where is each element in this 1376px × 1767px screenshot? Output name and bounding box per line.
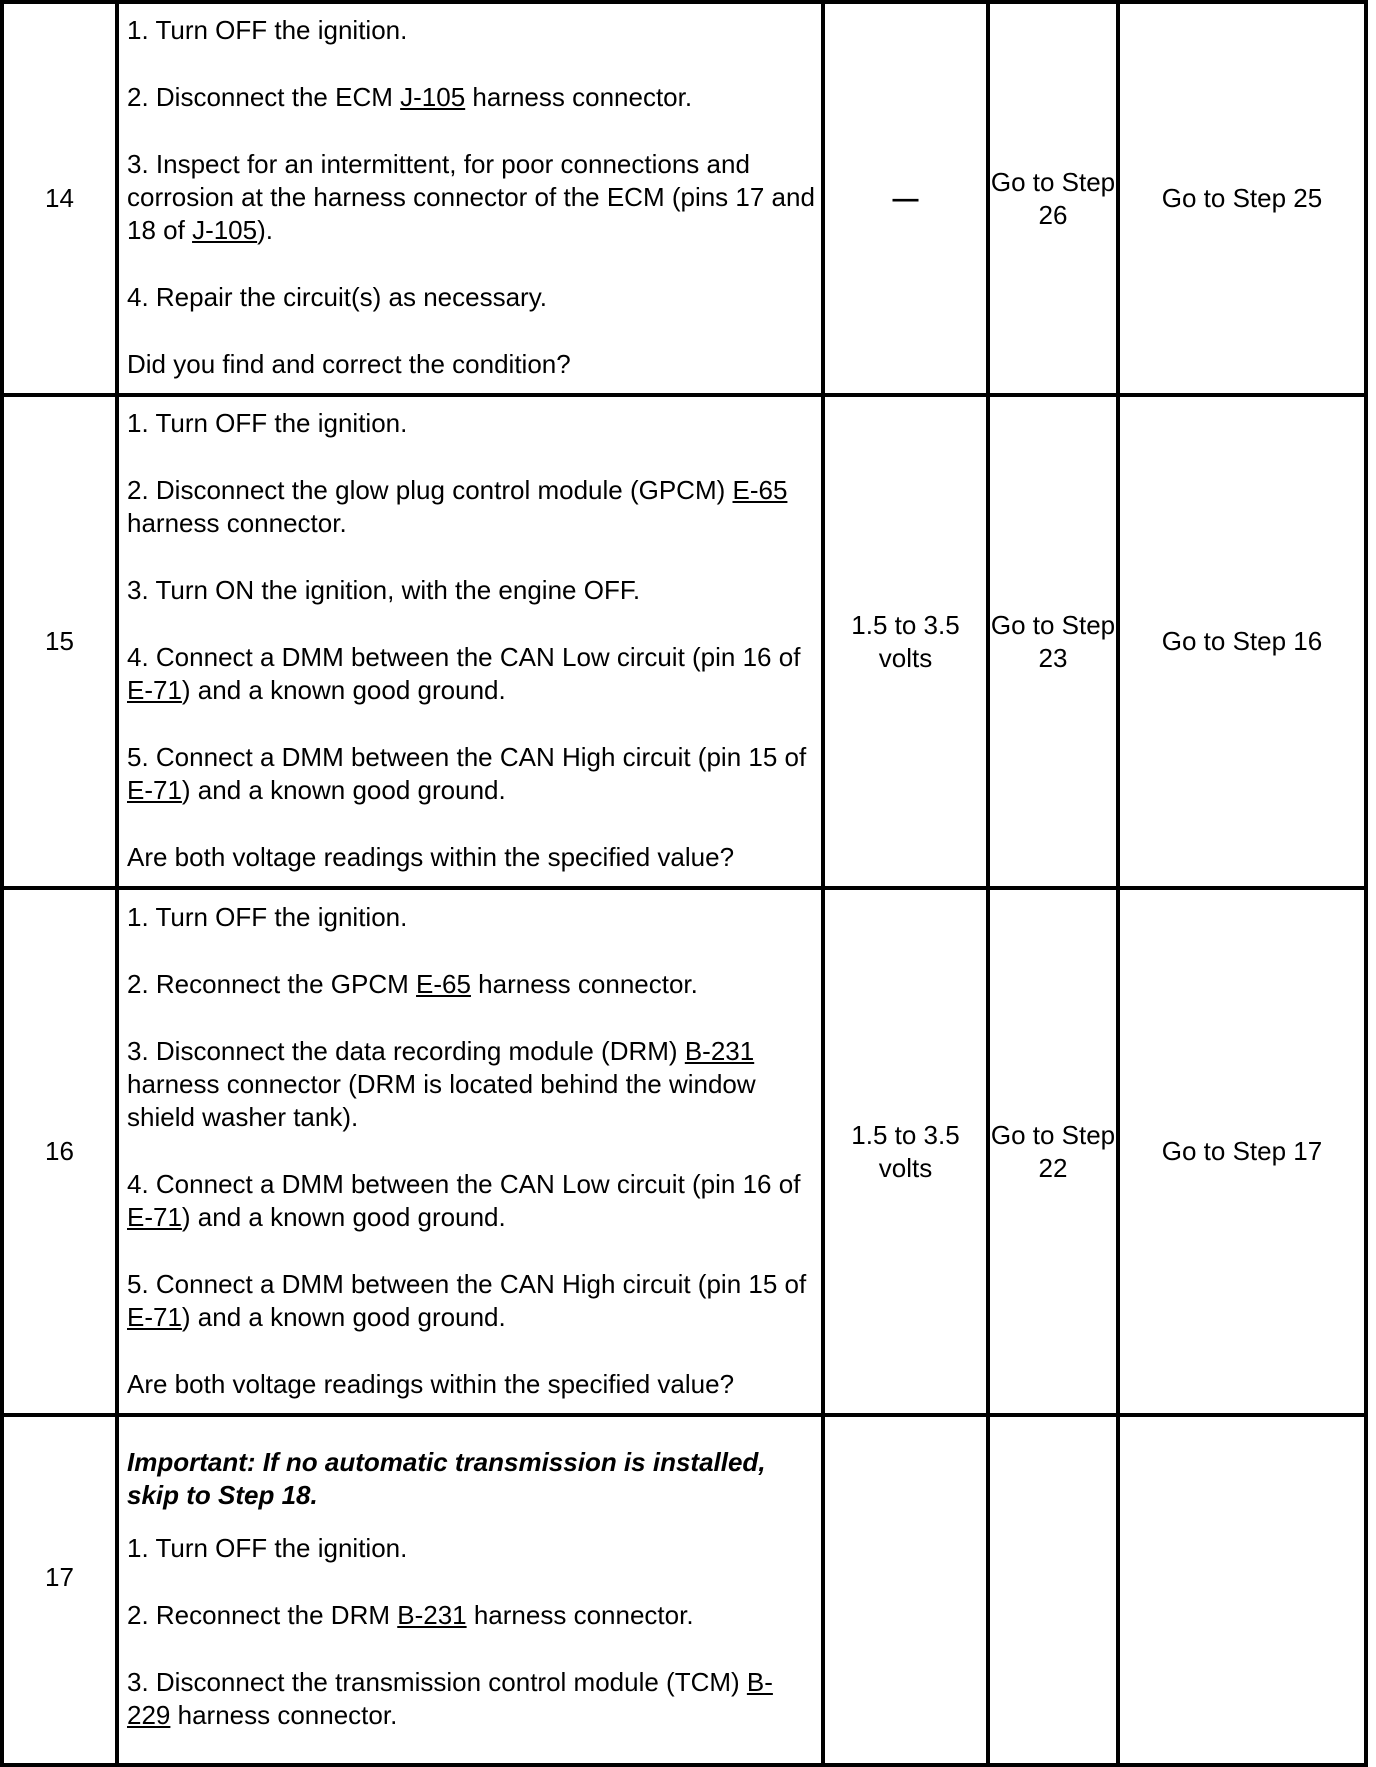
connector-link[interactable]: E-71 — [127, 1301, 182, 1332]
value-cell: 1.5 to 3.5 volts — [823, 395, 988, 888]
action-item: 2. Reconnect the GPCM E-65 harness connector. — [127, 968, 698, 999]
table-row — [2, 395, 1366, 888]
action-item: 3. Disconnect the data recording module (DRM) B-231 harness connector (DRM is located behind the window shield washer tank). — [127, 1035, 756, 1132]
step-number: 17 — [2, 1415, 117, 1765]
yes-cell: Go to Step 26 — [988, 2, 1118, 395]
action-cell — [117, 395, 823, 888]
connector-link[interactable]: B-231 — [684, 1035, 755, 1066]
action-item: 4. Connect a DMM between the CAN Low circuit (pin 16 of E-71) and a known good ground. — [127, 642, 801, 705]
action-item: 3. Turn ON the ignition, with the engine OFF. — [127, 575, 641, 605]
value-cell: 1.5 to 3.5 volts — [823, 888, 988, 1415]
action-cell — [117, 1415, 823, 1765]
step-number: 16 — [2, 888, 117, 1415]
action-item: 5. Connect a DMM between the CAN High circuit (pin 15 of E-71) and a known good ground. — [127, 742, 807, 805]
yes-cell: Go to Step 22 — [988, 888, 1118, 1415]
connector-link[interactable]: E-65 — [416, 968, 471, 999]
no-cell: Go to Step 16 — [1118, 395, 1366, 888]
no-cell — [1118, 1415, 1366, 1765]
action-item: 4. Connect a DMM between the CAN Low circuit (pin 16 of E-71) and a known good ground. — [127, 1168, 801, 1232]
action-item: 1. Turn OFF the ignition. — [127, 15, 408, 45]
connector-link[interactable]: J-105 — [192, 215, 258, 245]
important-note: Important: If no automatic transmission is installed, skip to Step 18. — [127, 1447, 766, 1510]
yes-cell — [988, 1415, 1118, 1765]
action-question: Are both voltage readings within the specified value? — [127, 1368, 735, 1399]
action-item: 2. Reconnect the DRM B-231 harness connector. — [127, 1600, 694, 1630]
action-item: 1. Turn OFF the ignition. — [127, 901, 408, 932]
action-item: 3. Disconnect the transmission control module (TCM) B-229 harness connector. — [127, 1667, 773, 1730]
value-cell: — — [823, 2, 988, 395]
connector-link[interactable]: E-71 — [127, 675, 182, 705]
action-item: 5. Connect a DMM between the CAN High circuit (pin 15 of E-71) and a known good ground. — [127, 1268, 807, 1332]
value-cell — [823, 1415, 988, 1765]
no-cell: Go to Step 17 — [1118, 888, 1366, 1415]
connector-link[interactable]: J-105 — [400, 82, 466, 112]
action-question: Did you find and correct the condition? — [127, 349, 571, 379]
connector-link[interactable]: E-65 — [732, 475, 788, 505]
action-item: 1. Turn OFF the ignition. — [127, 408, 408, 438]
table-row — [2, 2, 1366, 395]
step-number: 14 — [2, 2, 117, 395]
action-item: 2. Disconnect the ECM J-105 harness connector. — [127, 82, 693, 112]
action-item: 4. Repair the circuit(s) as necessary. — [127, 282, 547, 312]
step-number: 15 — [2, 395, 117, 888]
action-cell — [117, 888, 823, 1415]
action-cell — [117, 2, 823, 395]
connector-link[interactable]: B-229 — [127, 1667, 773, 1730]
yes-cell: Go to Step 23 — [988, 395, 1118, 888]
connector-link[interactable]: E-71 — [127, 1201, 182, 1232]
table-row — [2, 888, 1366, 1415]
action-item: 3. Inspect for an intermittent, for poor connections and corrosion at the harness connector of the ECM (pins 17 and 18 of J-105). — [127, 149, 815, 245]
no-cell: Go to Step 25 — [1118, 2, 1366, 395]
action-item: 2. Disconnect the glow plug control module (GPCM) E-65 harness connector. — [127, 475, 788, 538]
connector-link[interactable]: E-71 — [127, 775, 182, 805]
action-item: 1. Turn OFF the ignition. — [127, 1533, 408, 1563]
action-question: Are both voltage readings within the specified value? — [127, 842, 735, 872]
connector-link[interactable]: B-231 — [397, 1600, 467, 1630]
table-row — [2, 1415, 1366, 1765]
